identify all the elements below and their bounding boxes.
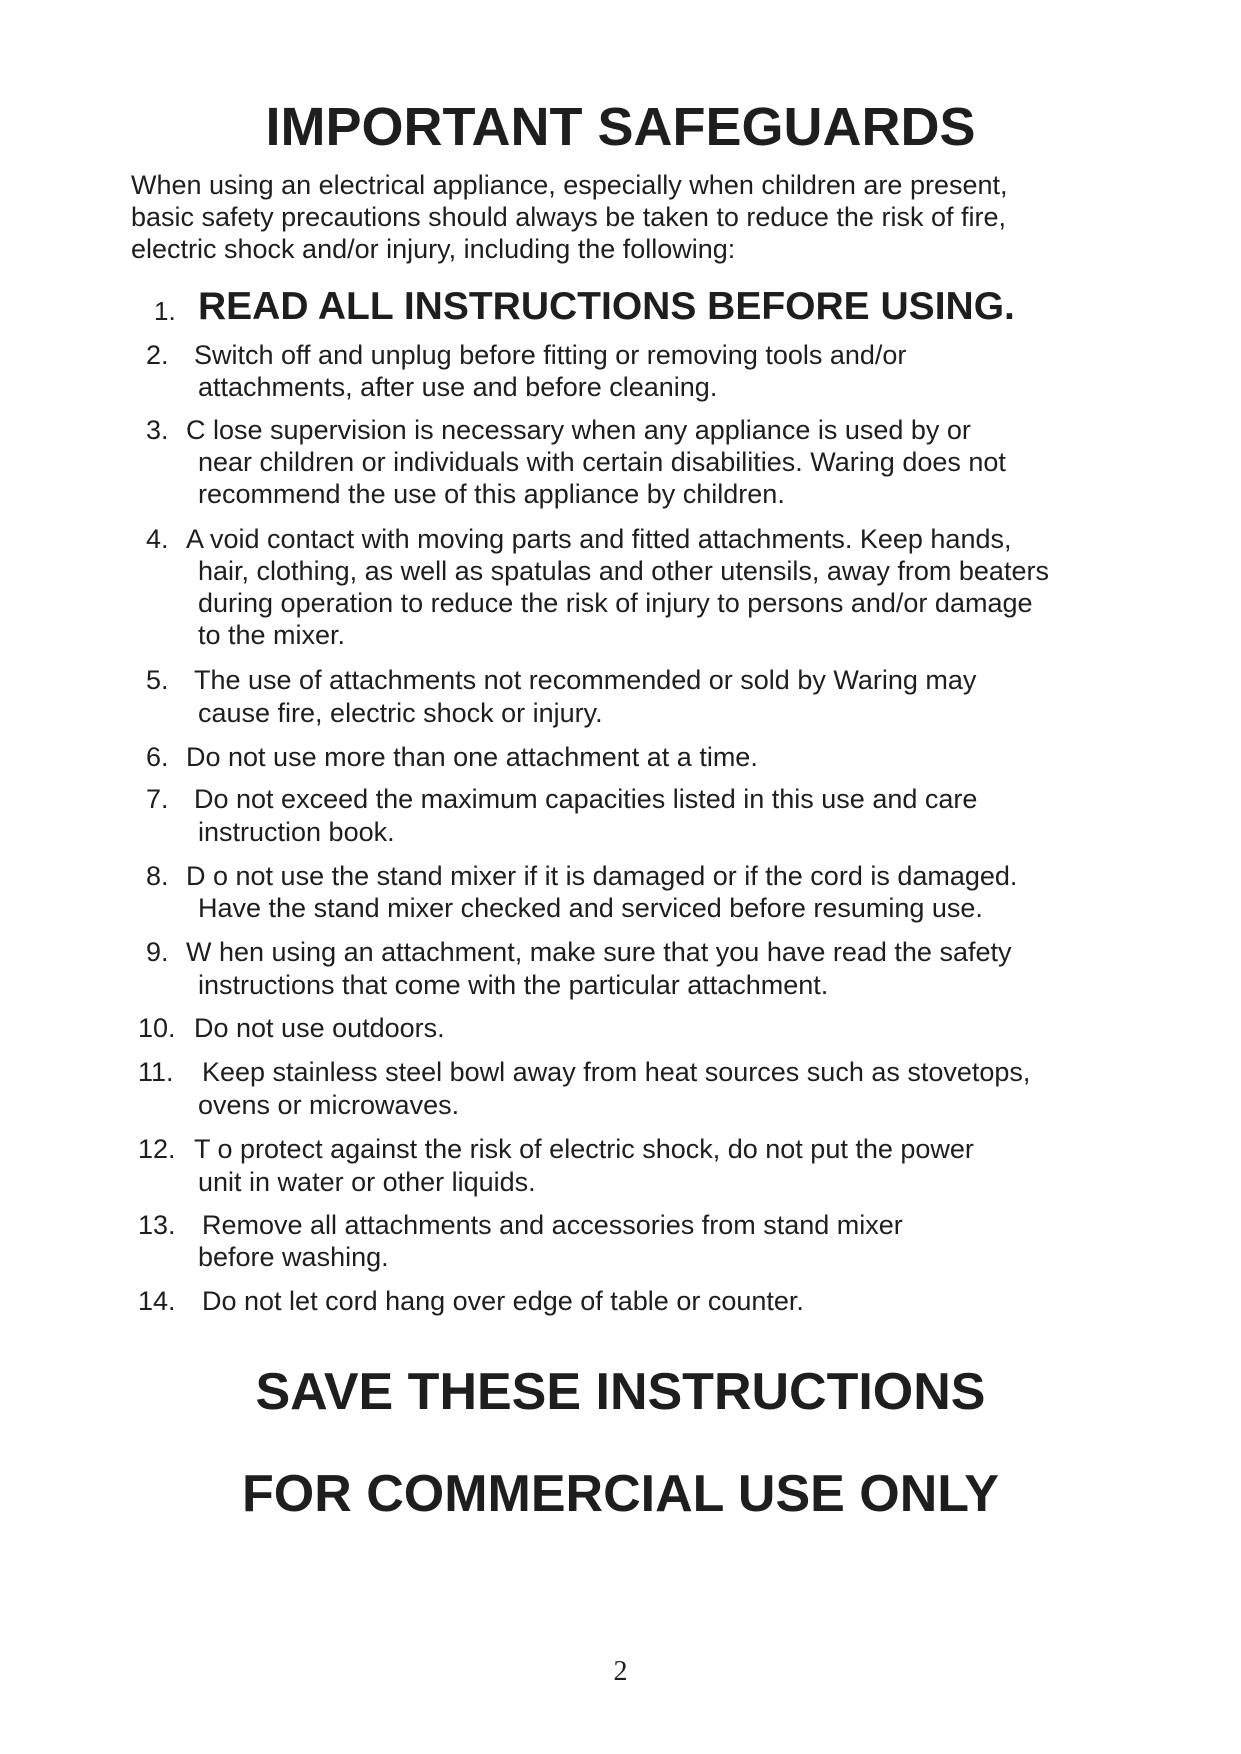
item-text: D o not use the stand mixer if it is damaged or if the cord is damaged. [186, 861, 1018, 891]
item-text: cause fire, electric shock or injury. [198, 698, 603, 728]
item-number: 12. [138, 1134, 176, 1164]
item-text: unit in water or other liquids. [198, 1167, 536, 1197]
item-number: 14. [138, 1286, 176, 1316]
item-number: 11. [138, 1057, 174, 1087]
item-text: T o protect against the risk of electric shock, do not put the power [194, 1134, 974, 1164]
intro-line: basic safety precautions should always be taken to reduce the risk of fire, [131, 202, 1006, 232]
item-number: 10. [138, 1013, 176, 1043]
item-text: Do not use more than one attachment at a time. [186, 742, 758, 772]
save-instructions-heading: SAVE THESE INSTRUCTIONS [255, 1363, 986, 1421]
item-text: Do not let cord hang over edge of table or counter. [202, 1286, 804, 1316]
item-text: Keep stainless steel bowl away from heat sources such as stovetops, [202, 1057, 1031, 1087]
item-text: Switch off and unplug before fitting or removing tools and/or [194, 340, 907, 370]
page-title: IMPORTANT SAFEGUARDS [265, 97, 976, 157]
item-text: instruction book. [198, 817, 395, 847]
item-text: attachments, after use and before cleaning. [198, 372, 718, 402]
intro-line: electric shock and/or injury, including the following: [131, 234, 736, 264]
item-text: hair, clothing, as well as spatulas and other utensils, away from beaters [198, 556, 1049, 586]
item-text: C lose supervision is necessary when any appliance is used by or [186, 415, 971, 445]
item-text: to the mixer. [198, 620, 346, 650]
item-text: recommend the use of this appliance by children. [198, 479, 785, 509]
item-number: 6. [146, 742, 169, 772]
item-number: 13. [138, 1210, 176, 1240]
item-number: 1. [154, 296, 176, 326]
item-text: ovens or microwaves. [198, 1090, 460, 1120]
item-text: Remove all attachments and accessories from stand mixer [202, 1210, 903, 1240]
item-text: The use of attachments not recommended or sold by Waring may [194, 665, 977, 695]
item-text: A void contact with moving parts and fitted attachments. Keep hands, [186, 524, 1012, 554]
item-text: READ ALL INSTRUCTIONS BEFORE USING. [198, 285, 1015, 328]
item-text: Do not exceed the maximum capacities listed in this use and care [194, 784, 978, 814]
item-text: Have the stand mixer checked and serviced before resuming use. [198, 893, 983, 923]
intro-paragraph [131, 169, 1131, 265]
item-number: 5. [146, 665, 169, 695]
item-text: near children or individuals with certain disabilities. Waring does not [198, 447, 1006, 477]
item-text: Do not use outdoors. [194, 1013, 445, 1043]
item-text: instructions that come with the particular attachment. [198, 970, 829, 1000]
item-text: W hen using an attachment, make sure that you have read the safety [186, 937, 1012, 967]
intro-line: When using an electrical appliance, especially when children are present, [131, 170, 1008, 200]
item-text: during operation to reduce the risk of injury to persons and/or damage [198, 588, 1033, 618]
item-number: 7. [146, 784, 169, 814]
commercial-use-heading: FOR COMMERCIAL USE ONLY [242, 1465, 999, 1523]
item-number: 3. [146, 415, 169, 445]
item-number: 8. [146, 861, 169, 891]
item-number: 4. [146, 524, 169, 554]
item-number: 9. [146, 937, 169, 967]
page-number: 2 [613, 1656, 628, 1687]
item-text: before washing. [198, 1242, 389, 1272]
item-number: 2. [146, 340, 169, 370]
